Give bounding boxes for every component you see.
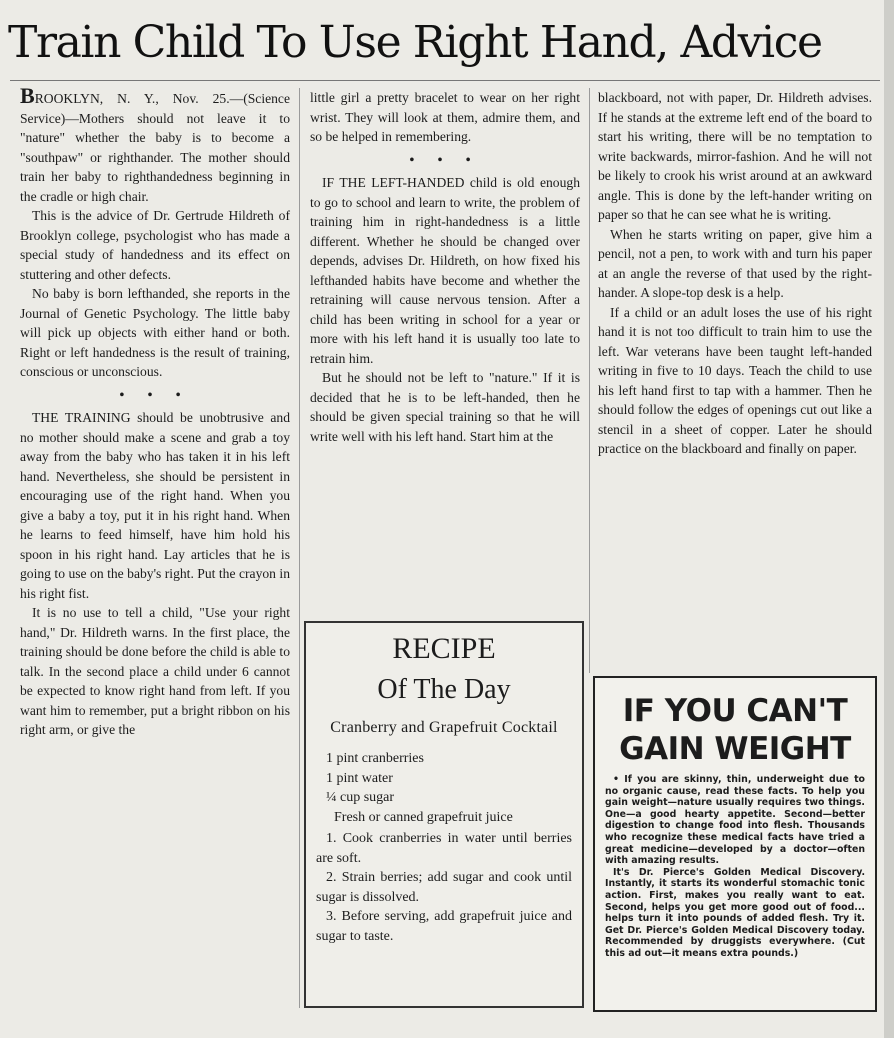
article-paragraph: When he starts writing on paper, give him a pencil, not a pen, to work with and turn his paper at an angle the reverse of that used by the right-hander. A slope-top desk is a help. — [598, 226, 872, 300]
article-paragraph: IF THE LEFT-HANDED child is old enough to go to school and learn to write, the problem of training him in right-handedness is a little different. Whether he should be changed over depends, advises Dr. Hildreth, on how fixed his lefthanded habits have become and whether the retraining will cause nervous tension. After a child has been writing in school for a year or more with his left hand it is usually too late to retrain him. — [310, 175, 580, 366]
recipe-box — [304, 621, 584, 1008]
section-break: • • • — [119, 386, 191, 402]
article-paragraph: blackboard, not with paper, Dr. Hildreth advises. If he stands at the extreme left end of the board to start his writing, there will be no temptation to write backwards, mirror-fashion. And he will not be likely to crook his wrist around at an awkward angle. This is done by the left-hander writing on paper so that he can see what he is writing. — [598, 90, 872, 222]
recipe-step: 1. Cook cranberries in water until berries are soft. — [316, 831, 572, 866]
column-divider — [299, 88, 300, 1008]
recipe-steps — [316, 829, 572, 946]
advertisement-box — [593, 676, 877, 1012]
drop-cap: B — [20, 83, 35, 108]
column-divider — [589, 88, 590, 673]
ad-headline: GAIN WEIGHT — [619, 731, 851, 767]
article-paragraph: THE TRAINING should be unobtrusive and no mother should make a scene and grab a toy away from the baby who has taken it in his left hand. Nevertheless, she should be persistent in encouraging use of the right hand. When you give a baby a toy, put it in his right hand. When he learns to feed himself, have him hold his spoon in his right hand. Lay articles that he is going to use on the baby's right. Put the crayon in his right fist. — [20, 410, 290, 601]
ingredient-item: ¼ cup sugar — [326, 790, 395, 805]
scan-edge — [884, 0, 894, 1038]
recipe-subtitle: Of The Day — [377, 674, 511, 705]
lead-text: ROOKLYN, N. Y., Nov. 25.—(Science Service)—Mothers should not leave it to "nature" whether the baby is to become a "southpaw" or righthander. The mother should train her baby to righthandedness beginning in the cradle or high chair. — [20, 91, 290, 204]
article-paragraph: It is no use to tell a child, "Use your right hand," Dr. Hildreth warns. In the first place, the training should be done before the child is able to talk. In the second place a child under 6 cannot be expected to know right hand from left. If you want him to remember, put a bright ribbon on his right arm, or give the — [20, 605, 290, 737]
article-paragraph: But he should not be left to "nature." If it is decided that he is to be left-handed, then he should be given special training so that he will write well with his left hand. Start him at the — [310, 370, 580, 444]
ingredient-item: 1 pint cranberries — [326, 751, 424, 766]
article-headline: Train Child To Use Right Hand, Advice — [8, 17, 822, 68]
ad-paragraph: • If you are skinny, thin, underweight due to no organic cause, read these facts. To help you gain weight—nature usually requires two things. One—a good hearty appetite. Second—better digestion to change food into flesh. Thousands who recognize these medical facts have tried a great medicine—developed by a doctor—often with amazing results. — [605, 774, 865, 867]
recipe-dish-name: Cranberry and Grapefruit Cocktail — [330, 719, 558, 736]
headline-rule — [10, 80, 880, 81]
ad-paragraph: It's Dr. Pierce's Golden Medical Discovery. Instantly, it starts its wonderful stomachic tonic action. First, makes you really want to eat. Second, helps you get more good out of food... helps turn it into pounds of added flesh. Try it. Get Dr. Pierce's Golden Medical Discovery today. Recommended by druggists everywhere. (Cut this ad out—it means extra pounds.) — [605, 866, 865, 959]
article-column-3 — [598, 88, 872, 459]
section-break: • • • — [409, 151, 481, 167]
dateline-paragraph — [20, 83, 290, 206]
ad-headline: IF YOU CAN'T — [622, 693, 848, 729]
article-paragraph: If a child or an adult loses the use of his right hand it is not too difficult to train him to use the left. War veterans have been taught left-handed writing in five to 10 days. Teach the child to use his left hand first to tap with a hammer. Then he should follow the edges of openings cut out like a stencil in a sheet of copper. Later he should practice on the blackboard and finally on paper. — [598, 304, 872, 456]
recipe-ingredients — [326, 749, 572, 827]
ad-body — [605, 774, 865, 960]
recipe-step: 3. Before serving, add grapefruit juice and sugar to taste. — [316, 909, 572, 944]
article-paragraph: No baby is born lefthanded, she reports in the Journal of Genetic Psychology. The little baby will pick up objects with either hand or both. Right or left handedness is the result of training, conscious or unconscious. — [20, 286, 290, 379]
recipe-step: 2. Strain berries; add sugar and cook until sugar is dissolved. — [316, 870, 572, 905]
ingredient-item: Fresh or canned grapefruit juice — [334, 809, 513, 825]
article-paragraph: little girl a pretty bracelet to wear on her right wrist. They will look at them, admire them, and so be helped in remembering. — [310, 90, 580, 144]
article-column-1 — [20, 83, 290, 740]
article-column-2 — [310, 88, 580, 446]
article-paragraph: This is the advice of Dr. Gertrude Hildreth of Brooklyn college, psychologist who has made a special study of handedness and its effect on stuttering and other defects. — [20, 208, 290, 282]
recipe-title: RECIPE — [392, 632, 496, 665]
ingredient-item: 1 pint water — [326, 770, 393, 786]
